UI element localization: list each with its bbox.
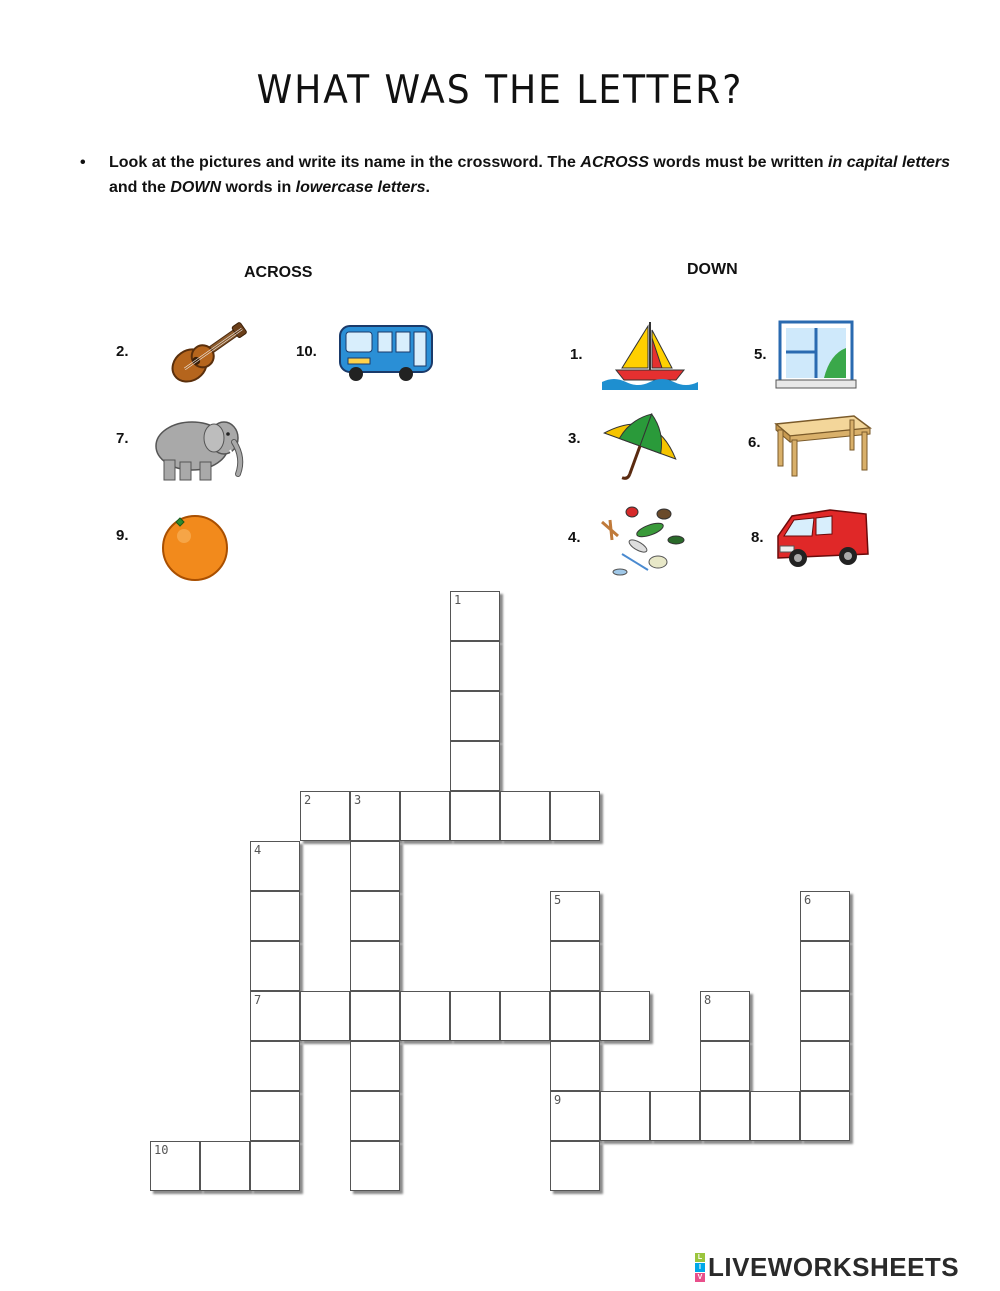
umbrella-icon (598, 410, 682, 489)
crossword-clue-number: 5 (554, 893, 562, 907)
page-title: WHAT WAS THE LETTER? (256, 67, 744, 114)
instr-part: words in (221, 179, 296, 196)
logo-letter: I (695, 1263, 705, 1272)
crossword-cell[interactable] (450, 991, 500, 1041)
crossword-cell[interactable] (650, 1091, 700, 1141)
elephant-icon (148, 408, 248, 489)
instr-part: and the (109, 179, 171, 196)
crossword-cell[interactable] (600, 991, 650, 1041)
crossword-cell[interactable] (450, 641, 500, 691)
clue-number-7: 7. (116, 430, 129, 447)
crossword-cell[interactable] (350, 991, 400, 1041)
clue-number-5: 5. (754, 346, 767, 363)
crossword-cell[interactable] (350, 1041, 400, 1091)
crossword-cell[interactable] (550, 1141, 600, 1191)
crossword-cell[interactable] (350, 941, 400, 991)
crossword-cell[interactable] (400, 991, 450, 1041)
crossword-cell[interactable] (700, 1091, 750, 1141)
crossword-cell[interactable] (550, 941, 600, 991)
bus-icon (336, 320, 436, 389)
ukulele-icon (158, 318, 254, 395)
instructions (80, 150, 950, 200)
crossword-cell[interactable] (800, 891, 850, 941)
bullet: • (80, 154, 86, 171)
crossword-cell[interactable] (700, 991, 750, 1041)
crossword-cell[interactable] (350, 1091, 400, 1141)
instr-part-italic: DOWN (170, 179, 221, 196)
window-icon (774, 318, 858, 397)
logo-letter: L (695, 1253, 705, 1262)
crossword-cell[interactable] (800, 941, 850, 991)
across-heading: ACROSS (244, 264, 313, 281)
crossword-cell[interactable] (550, 891, 600, 941)
crossword-clue-number: 3 (354, 793, 362, 807)
crossword-cell[interactable] (350, 1141, 400, 1191)
crossword-cell[interactable] (250, 941, 300, 991)
crossword-clue-number: 1 (454, 593, 462, 607)
crossword-cell[interactable] (250, 1141, 300, 1191)
crossword-cell[interactable] (550, 1041, 600, 1091)
insects-icon (592, 500, 692, 587)
instr-part: words must be written (648, 154, 828, 171)
clue-number-9: 9. (116, 527, 129, 544)
instructions-text (109, 150, 950, 200)
crossword-cell[interactable] (450, 791, 500, 841)
table-icon (766, 410, 872, 485)
crossword-cell[interactable] (550, 791, 600, 841)
van-icon (770, 502, 872, 579)
crossword-cell[interactable] (800, 991, 850, 1041)
crossword-cell[interactable] (300, 791, 350, 841)
instr-part-italic: lowercase letters (295, 179, 426, 196)
liveworksheets-logo (695, 1250, 959, 1284)
crossword-cell[interactable] (550, 1091, 600, 1141)
crossword-cell[interactable] (350, 791, 400, 841)
crossword-cell[interactable] (200, 1141, 250, 1191)
crossword-cell[interactable] (550, 991, 600, 1041)
sailboat-icon (600, 318, 700, 397)
crossword-cell[interactable] (450, 741, 500, 791)
crossword-cell[interactable] (600, 1091, 650, 1141)
clue-number-3: 3. (568, 430, 581, 447)
crossword-cell[interactable] (450, 591, 500, 641)
instr-part-italic: ACROSS (580, 154, 649, 171)
clue-number-2: 2. (116, 343, 129, 360)
crossword-cell[interactable] (350, 841, 400, 891)
crossword-clue-number: 4 (254, 843, 262, 857)
crossword-cell[interactable] (250, 841, 300, 891)
crossword-cell[interactable] (350, 891, 400, 941)
orange-icon (158, 510, 232, 587)
logo-mark (695, 1253, 705, 1282)
clue-number-1: 1. (570, 346, 583, 363)
down-heading: DOWN (687, 261, 738, 278)
crossword-cell[interactable] (450, 691, 500, 741)
crossword-clue-number: 9 (554, 1093, 562, 1107)
logo-letter: V (695, 1273, 705, 1282)
crossword-cell[interactable] (750, 1091, 800, 1141)
crossword-cell[interactable] (300, 991, 350, 1041)
logo-text: LIVEWORKSHEETS (708, 1251, 960, 1282)
clue-number-10: 10. (296, 343, 317, 360)
crossword-cell[interactable] (250, 991, 300, 1041)
clue-number-8: 8. (751, 529, 764, 546)
crossword-cell[interactable] (700, 1041, 750, 1091)
clue-number-6: 6. (748, 434, 761, 451)
instr-part: . (425, 179, 430, 196)
clue-number-4: 4. (568, 529, 581, 546)
crossword-cell[interactable] (250, 1041, 300, 1091)
crossword-cell[interactable] (500, 791, 550, 841)
crossword-clue-number: 7 (254, 993, 262, 1007)
instr-part: Look at the pictures and write its name in the crossword. The (109, 154, 581, 171)
crossword-cell[interactable] (150, 1141, 200, 1191)
crossword-cell[interactable] (250, 891, 300, 941)
crossword-cell[interactable] (400, 791, 450, 841)
crossword-cell[interactable] (500, 991, 550, 1041)
crossword-clue-number: 6 (804, 893, 812, 907)
crossword-clue-number: 10 (154, 1143, 169, 1157)
instr-part-italic: in capital letters (828, 154, 951, 171)
crossword-cell[interactable] (800, 1041, 850, 1091)
crossword-cell[interactable] (250, 1091, 300, 1141)
crossword-clue-number: 8 (704, 993, 712, 1007)
crossword-cell[interactable] (800, 1091, 850, 1141)
crossword-clue-number: 2 (304, 793, 312, 807)
